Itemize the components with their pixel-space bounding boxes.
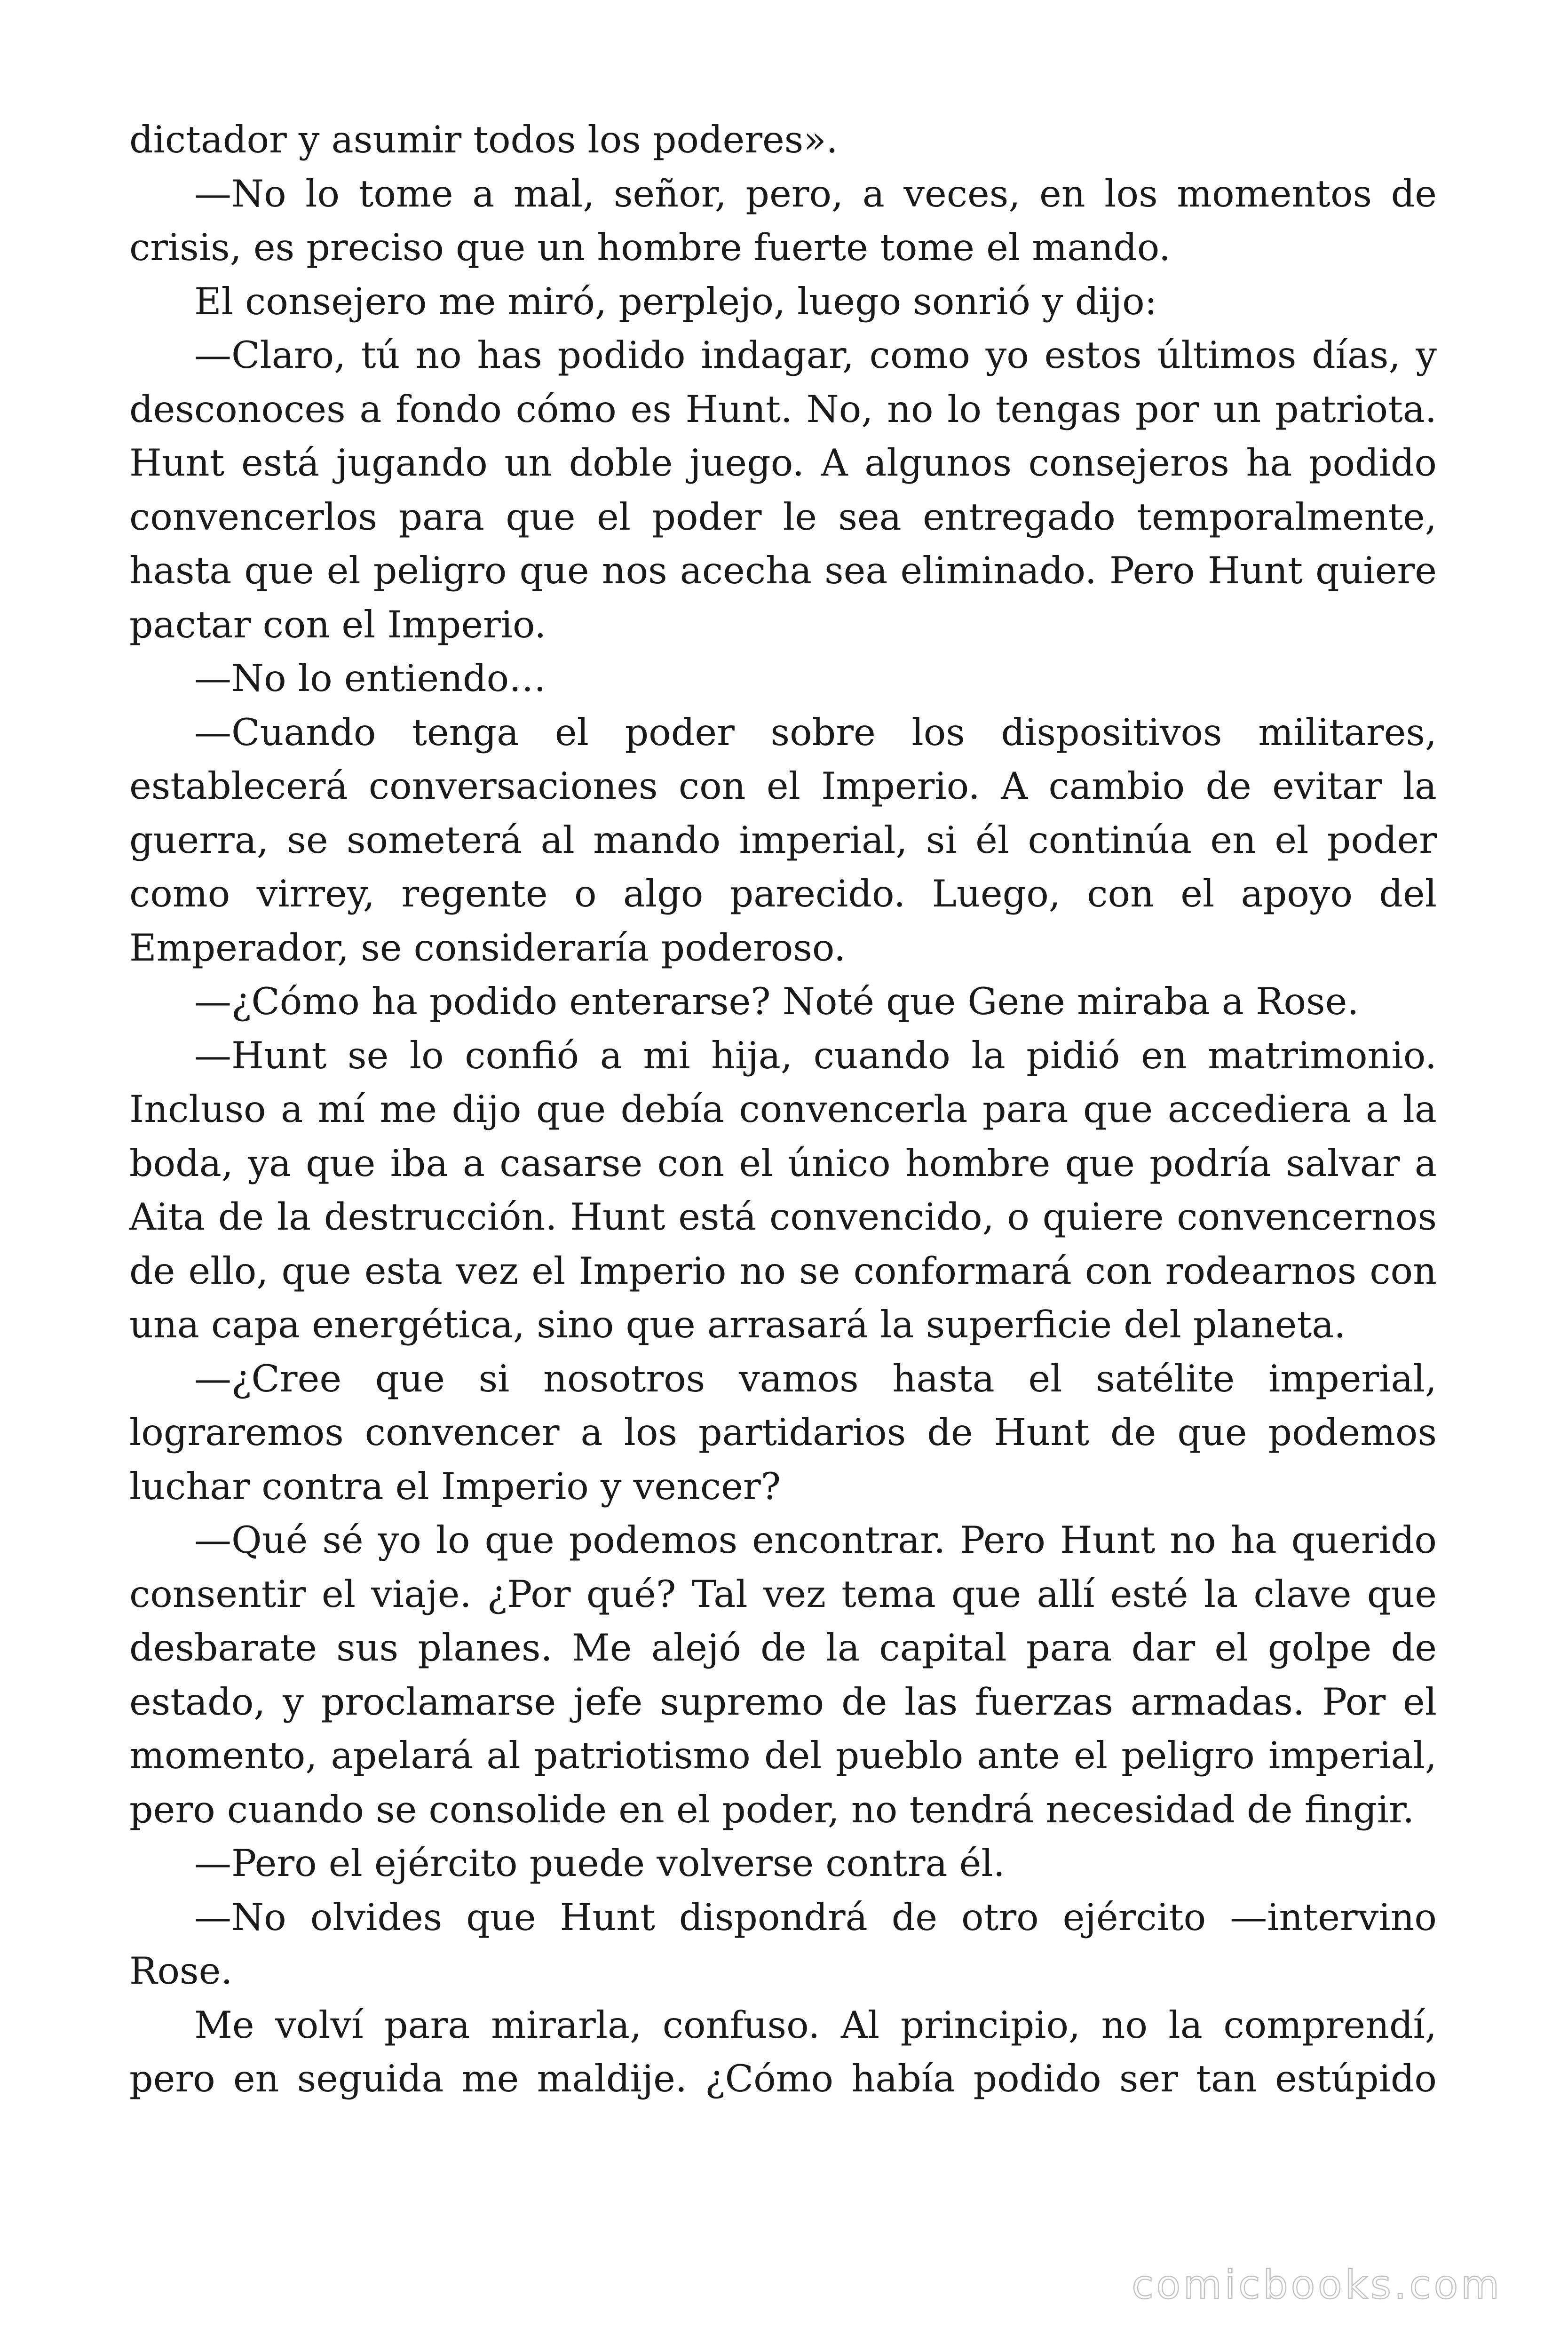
paragraph-8: —Hunt se lo confió a mi hija, cuando la pidió en matrimonio. Incluso a mí me dijo que debía convencerla para que accediera a la boda, ya que iba a casarse con el único hombre que podría salvar a Aita de la destrucción. Hunt está convencido, o quiere convencernos de ello, que esta vez el Imperio no se conformará con rodearnos con una capa energética, sino que arrasará la superficie del planeta. xyxy=(129,1033,1437,1346)
paragraph-3: El consejero me miró, perplejo, luego sonrió y dijo: xyxy=(194,279,1157,323)
paragraph-10: —Qué sé yo lo que podemos encontrar. Pero Hunt no ha querido consentir el viaje. ¿Por qué? Tal vez tema que allí esté la clave que desbarate sus planes. Me alejó de la capital para dar el golpe de estado, y proclamarse jefe supremo de las fuerzas armadas. Por el momento, apelará al patriotismo del pueblo ante el peligro imperial, pero cuando se consolide en el poder, no tendrá necesidad de fingir. xyxy=(129,1518,1437,1831)
paragraph-2: —No lo tome a mal, señor, pero, a veces, en los momentos de crisis, es preciso que un hombre fuerte tome el mando. xyxy=(129,172,1437,269)
paragraph-12: —No olvides que Hunt dispondrá de otro ejército —intervino Rose. xyxy=(129,1895,1437,1993)
page-text xyxy=(129,113,1437,2106)
paragraph-6: —Cuando tenga el poder sobre los dispositivos militares, establecerá conversaciones con el Imperio. A cambio de evitar la guerra, se someterá al mando imperial, si él continúa en el poder como virrey, regente o algo parecido. Luego, con el apoyo del Emperador, se consideraría poderoso. xyxy=(129,710,1437,969)
paragraph-9: —¿Cree que si nosotros vamos hasta el satélite imperial, lograremos convencer a los partidarios de Hunt de que podemos luchar contra el Imperio y vencer? xyxy=(129,1357,1437,1508)
paragraph-4: —Claro, tú no has podido indagar, como yo estos últimos días, y desconoces a fondo cómo es Hunt. No, no lo tengas por un patriota. Hunt está jugando un doble juego. A algunos consejeros ha podido convencerlos para que el poder le sea entregado temporalmente, hasta que el peligro que nos acecha sea eliminado. Pero Hunt quiere pactar con el Imperio. xyxy=(129,334,1437,646)
paragraph-7: —¿Cómo ha podido enterarse? Noté que Gene miraba a Rose. xyxy=(194,980,1359,1023)
watermark: comicbooks.com xyxy=(1132,2262,1502,2308)
paragraph-1: dictador y asumir todos los poderes». xyxy=(129,118,838,161)
paragraph-11: —Pero el ejército puede volverse contra él. xyxy=(194,1842,1005,1885)
paragraph-5: —No lo entiendo… xyxy=(194,657,546,700)
paragraph-13: Me volví para mirarla, confuso. Al principio, no la comprendí, pero en seguida me maldije. ¿Cómo había podido ser tan estúpido xyxy=(129,2003,1437,2100)
